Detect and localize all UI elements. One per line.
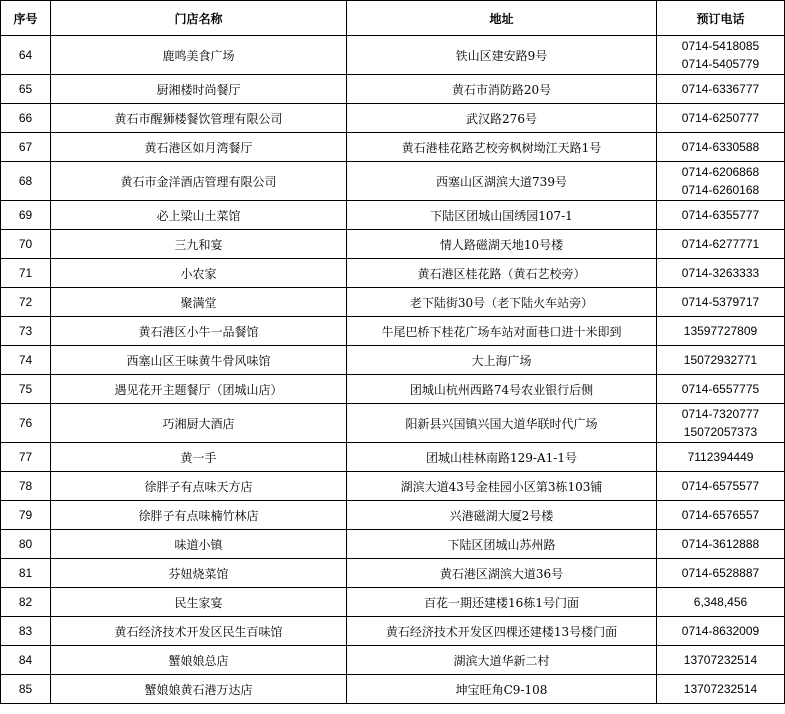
booking-phone <box>657 162 785 201</box>
booking-phone <box>657 317 785 346</box>
store-name: 西塞山区王味黄牛骨风味馆 <box>51 346 347 375</box>
row-number: 80 <box>1 530 51 559</box>
row-number: 68 <box>1 162 51 201</box>
table-row <box>1 375 785 404</box>
header-no: 序号 <box>1 1 51 36</box>
store-name: 黄石市醒狮楼餐饮管理有限公司 <box>51 104 347 133</box>
row-number: 73 <box>1 317 51 346</box>
store-address: 黄石市消防路20号 <box>347 75 657 104</box>
store-name: 鹿鸣美食广场 <box>51 36 347 75</box>
booking-phone <box>657 346 785 375</box>
phone-number: 0714-6277771 <box>681 237 760 251</box>
booking-phone <box>657 104 785 133</box>
booking-phone <box>657 259 785 288</box>
row-number: 67 <box>1 133 51 162</box>
store-name: 小农家 <box>51 259 347 288</box>
row-number: 64 <box>1 36 51 75</box>
store-address: 武汉路276号 <box>347 104 657 133</box>
phone-number: 13597727809 <box>683 324 758 338</box>
table-row <box>1 36 785 75</box>
store-name: 芬妞烧菜馆 <box>51 559 347 588</box>
booking-phone <box>657 36 785 75</box>
store-name: 徐胖子有点味天方店 <box>51 472 347 501</box>
booking-phone <box>657 559 785 588</box>
store-address: 老下陆街30号（老下陆火车站旁） <box>347 288 657 317</box>
row-number: 66 <box>1 104 51 133</box>
table-body <box>1 36 785 704</box>
phone-number: 0714-3263333 <box>681 266 760 280</box>
table-row <box>1 288 785 317</box>
row-number: 84 <box>1 646 51 675</box>
store-address: 下陆区团城山国绣园107-1 <box>347 201 657 230</box>
store-name: 徐胖子有点味楠竹林店 <box>51 501 347 530</box>
phone-number: 0714-6557775 <box>681 382 760 396</box>
store-name: 黄一手 <box>51 443 347 472</box>
table-row <box>1 559 785 588</box>
store-name: 巧湘厨大酒店 <box>51 404 347 443</box>
booking-phone <box>657 375 785 404</box>
row-number: 75 <box>1 375 51 404</box>
store-name: 蟹娘娘黄石港万达店 <box>51 675 347 704</box>
store-name: 黄石港区如月湾餐厅 <box>51 133 347 162</box>
row-number: 82 <box>1 588 51 617</box>
phone-number: 0714-6260168 <box>681 183 760 197</box>
store-address: 黄石港桂花路艺校旁枫树坳江天路1号 <box>347 133 657 162</box>
table-row <box>1 201 785 230</box>
row-number: 85 <box>1 675 51 704</box>
store-name: 三九和宴 <box>51 230 347 259</box>
store-address: 团城山桂林南路129-A1-1号 <box>347 443 657 472</box>
phone-number: 15072057373 <box>683 425 758 439</box>
store-address: 坤宝旺角C9-108 <box>347 675 657 704</box>
phone-number: 0714-6576557 <box>681 508 760 522</box>
store-address: 阳新县兴国镇兴国大道华联时代广场 <box>347 404 657 443</box>
store-name: 遇见花开主题餐厅（团城山店） <box>51 375 347 404</box>
row-number: 72 <box>1 288 51 317</box>
store-address: 牛尾巴桥下桂花广场车站对面巷口进十米即到 <box>347 317 657 346</box>
booking-phone <box>657 588 785 617</box>
store-address: 兴港磁湖大厦2号楼 <box>347 501 657 530</box>
row-number: 71 <box>1 259 51 288</box>
store-name: 必上梁山土菜馆 <box>51 201 347 230</box>
store-name: 黄石经济技术开发区民生百味馆 <box>51 617 347 646</box>
table-row <box>1 501 785 530</box>
booking-phone <box>657 201 785 230</box>
table-row <box>1 617 785 646</box>
row-number: 77 <box>1 443 51 472</box>
table-row <box>1 317 785 346</box>
booking-phone <box>657 472 785 501</box>
row-number: 76 <box>1 404 51 443</box>
table-row <box>1 472 785 501</box>
phone-number: 0714-6330588 <box>681 140 760 154</box>
table-row <box>1 133 785 162</box>
store-name: 厨湘楼时尚餐厅 <box>51 75 347 104</box>
phone-number: 0714-6250777 <box>681 111 760 125</box>
phone-number: 0714-6355777 <box>681 208 760 222</box>
phone-number: 0714-3612888 <box>681 537 760 551</box>
booking-phone <box>657 133 785 162</box>
table-row <box>1 346 785 375</box>
table-row <box>1 75 785 104</box>
store-name: 黄石市金洋酒店管理有限公司 <box>51 162 347 201</box>
booking-phone <box>657 230 785 259</box>
table-row <box>1 162 785 201</box>
booking-phone <box>657 288 785 317</box>
store-name: 聚满堂 <box>51 288 347 317</box>
store-address: 黄石港区桂花路（黄石艺校旁） <box>347 259 657 288</box>
store-address: 湖滨大道43号金桂园小区第3栋103铺 <box>347 472 657 501</box>
booking-phone <box>657 404 785 443</box>
booking-phone <box>657 75 785 104</box>
row-number: 65 <box>1 75 51 104</box>
phone-number: 0714-5379717 <box>681 295 760 309</box>
table-row <box>1 530 785 559</box>
row-number: 83 <box>1 617 51 646</box>
phone-number: 6,348,456 <box>693 595 748 609</box>
booking-phone <box>657 675 785 704</box>
phone-number: 0714-6575577 <box>681 479 760 493</box>
table-row <box>1 646 785 675</box>
table-row <box>1 588 785 617</box>
store-address: 百花一期还建楼16栋1号门面 <box>347 588 657 617</box>
row-number: 69 <box>1 201 51 230</box>
store-name: 蟹娘娘总店 <box>51 646 347 675</box>
booking-phone <box>657 530 785 559</box>
store-address: 湖滨大道华新二村 <box>347 646 657 675</box>
phone-number: 7112394449 <box>687 450 754 464</box>
row-number: 78 <box>1 472 51 501</box>
store-name: 民生家宴 <box>51 588 347 617</box>
store-address: 下陆区团城山苏州路 <box>347 530 657 559</box>
phone-number: 0714-6336777 <box>681 82 760 96</box>
row-number: 79 <box>1 501 51 530</box>
row-number: 70 <box>1 230 51 259</box>
booking-phone <box>657 617 785 646</box>
store-address: 黄石港区湖滨大道36号 <box>347 559 657 588</box>
table-header-row <box>1 1 785 36</box>
row-number: 81 <box>1 559 51 588</box>
row-number: 74 <box>1 346 51 375</box>
store-address: 铁山区建安路9号 <box>347 36 657 75</box>
store-address: 情人路磁湖天地10号楼 <box>347 230 657 259</box>
store-address: 团城山杭州西路74号农业银行后侧 <box>347 375 657 404</box>
booking-phone <box>657 646 785 675</box>
phone-number: 0714-6206868 <box>681 165 760 179</box>
table-row <box>1 443 785 472</box>
booking-phone <box>657 501 785 530</box>
phone-number: 0714-8632009 <box>681 624 760 638</box>
phone-number: 0714-5405779 <box>681 57 760 71</box>
store-name: 黄石港区小牛一品餐馆 <box>51 317 347 346</box>
phone-number: 13707232514 <box>683 653 758 667</box>
phone-number: 0714-5418085 <box>681 39 760 53</box>
phone-number: 0714-7320777 <box>681 407 760 421</box>
table-row <box>1 104 785 133</box>
phone-number: 15072932771 <box>683 353 758 367</box>
header-name: 门店名称 <box>51 1 347 36</box>
phone-number: 0714-6528887 <box>681 566 760 580</box>
booking-phone <box>657 443 785 472</box>
store-address: 西塞山区湖滨大道739号 <box>347 162 657 201</box>
table-row <box>1 259 785 288</box>
store-address: 大上海广场 <box>347 346 657 375</box>
header-phone: 预订电话 <box>657 1 785 36</box>
store-name: 味道小镇 <box>51 530 347 559</box>
table-row <box>1 404 785 443</box>
phone-number: 13707232514 <box>683 682 758 696</box>
store-address: 黄石经济技术开发区四棵还建楼13号楼门面 <box>347 617 657 646</box>
header-address: 地址 <box>347 1 657 36</box>
table-row <box>1 230 785 259</box>
table-row <box>1 675 785 704</box>
